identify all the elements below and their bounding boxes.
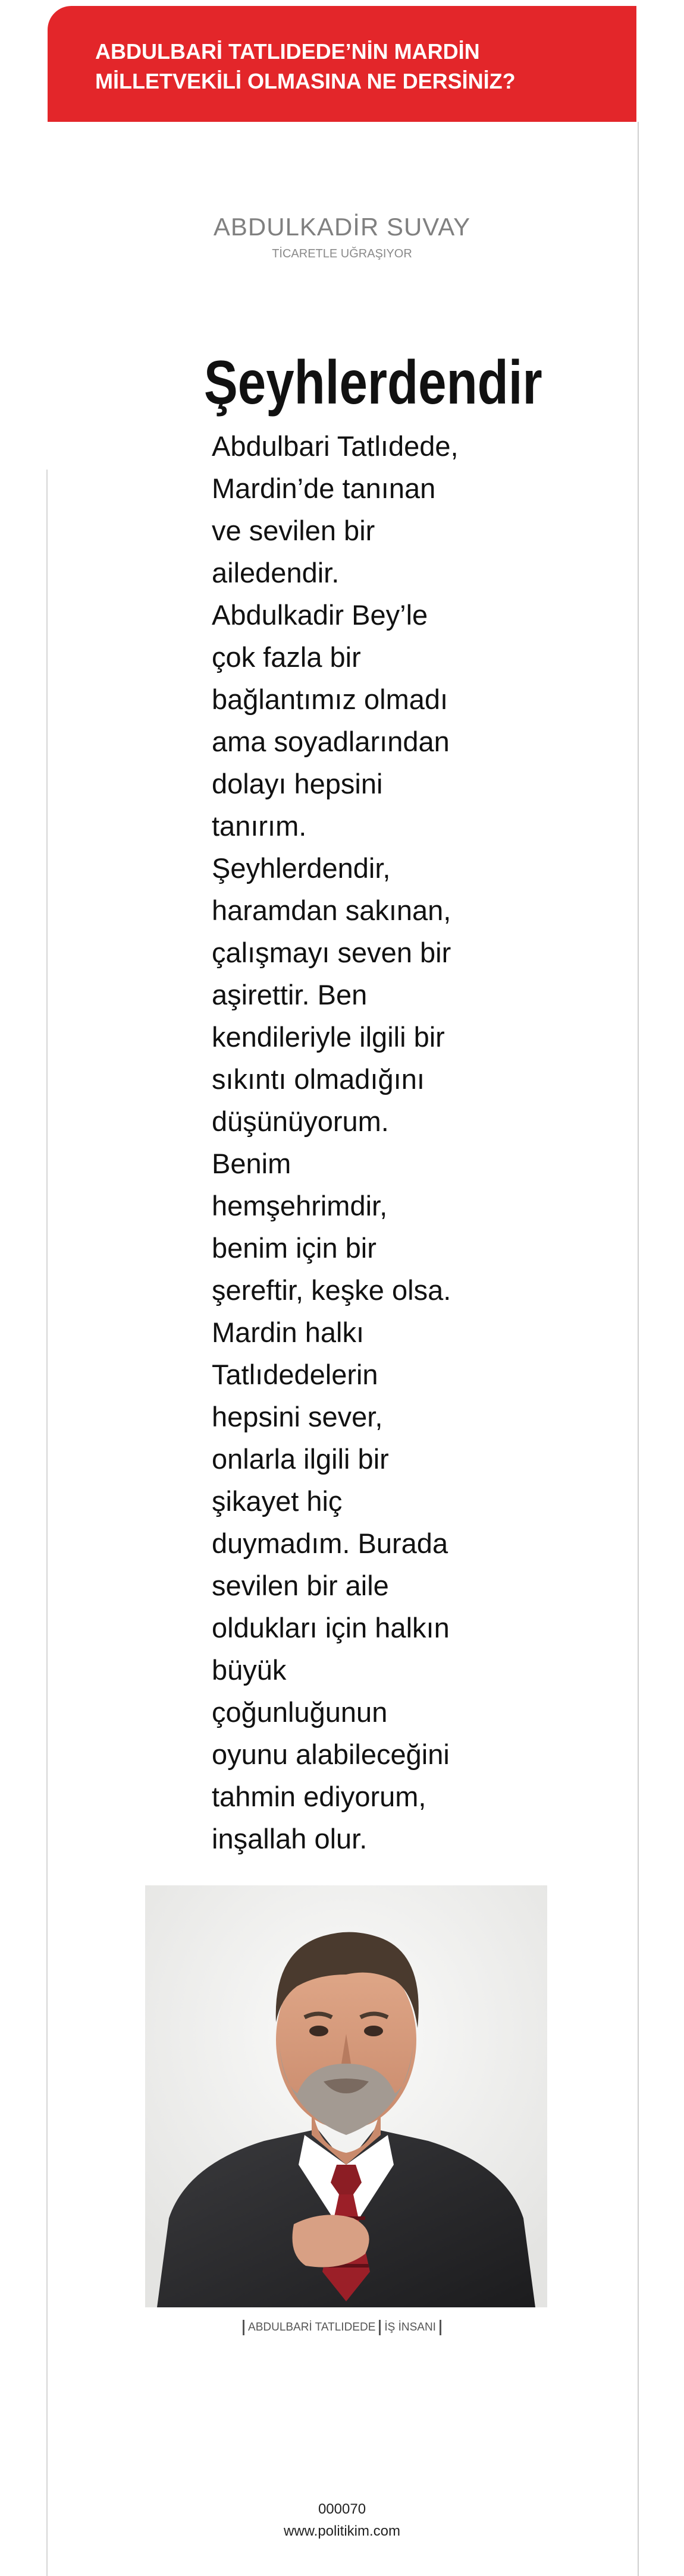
author-name: ABDULKADİR SUVAY (213, 213, 471, 241)
portrait-illustration (145, 1885, 547, 2307)
caption-separator (440, 2320, 441, 2335)
page-number: 000070 (318, 2501, 366, 2517)
banner-question: ABDULBARİ TATLIDEDE’NİN MARDİN MİLLETVEKİLİ OLMASINA NE DERSİNİZ? (95, 39, 516, 93)
portrait-photo (145, 1885, 547, 2307)
caption-separator (379, 2320, 381, 2335)
right-divider (638, 122, 639, 2576)
website-link[interactable]: www.politikim.com (283, 2523, 401, 2539)
article-headline: Şeyhlerdendir (203, 348, 542, 417)
question-banner (48, 6, 636, 122)
left-divider (46, 470, 48, 2576)
caption-person-role: İŞ İNSANI (384, 2321, 436, 2333)
photo-caption (0, 2320, 684, 2335)
article-body: Abdulbari Tatlıdede, Mardin’de tanınan ve sevilen bir ailedendir. Abdulkadir Bey’le çok fazla bir bağlantımız olmadı ama soyadlarından dolayı hepsini tanırım. Şeyhlerdendir, haramdan sakınan, çalışmayı seven bir aşirettir. Ben kendileriyle ilgili bir sıkıntı olmadığını düşünüyorum. Benim hemşehrimdir, benim için bir şereftir, keşke olsa. Mardin halkı Tatlıdedelerin hepsini sever, onlarla ilgili bir şikayet hiç duymadım. Burada sevilen bir aile oldukları için halkın büyük çoğunluğunun oyunu alabileceğini tahmin ediyorum, inşallah olur. (212, 430, 459, 1854)
caption-person-name: ABDULBARİ TATLIDEDE (248, 2321, 376, 2333)
caption-separator (243, 2320, 244, 2335)
author-role: TİCARETLE UĞRAŞIYOR (272, 247, 412, 260)
